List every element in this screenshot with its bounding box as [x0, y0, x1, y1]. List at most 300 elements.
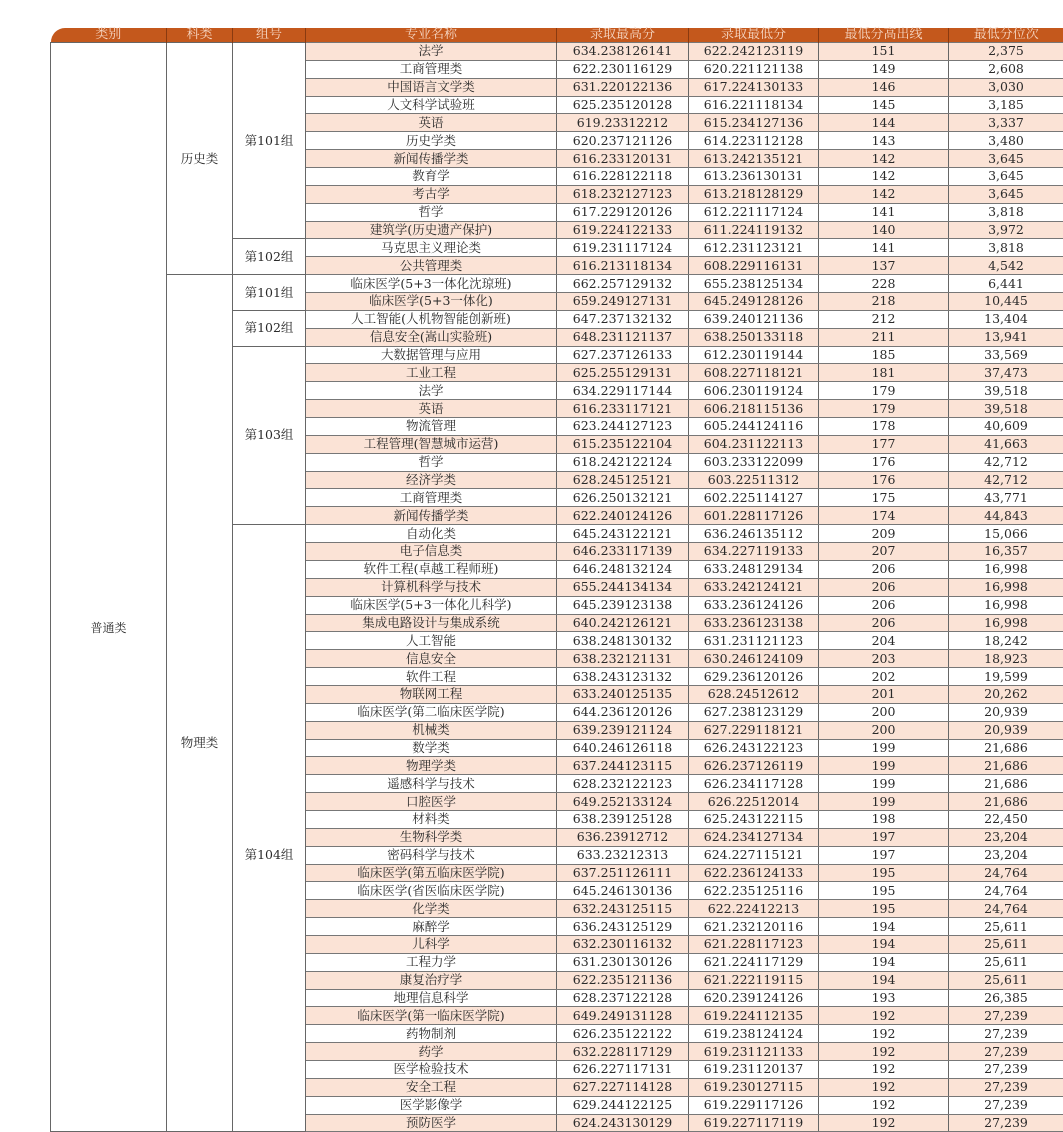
min-score: 619.227117119 [689, 1114, 819, 1132]
min-score: 622.236124133 [689, 864, 819, 882]
above-line: 212 [819, 310, 949, 328]
min-rank: 2,375 [949, 43, 1063, 61]
above-line: 141 [819, 239, 949, 257]
max-score: 639.239121124 [557, 721, 689, 739]
above-line: 197 [819, 846, 949, 864]
max-score: 626.250132121 [557, 489, 689, 507]
above-line: 194 [819, 971, 949, 989]
above-line: 137 [819, 257, 949, 275]
above-line: 204 [819, 632, 949, 650]
above-line: 143 [819, 132, 949, 150]
major-name: 新闻传播学类 [306, 507, 557, 525]
max-score: 619.224122133 [557, 221, 689, 239]
max-score: 634.229117144 [557, 382, 689, 400]
max-score: 640.242126121 [557, 614, 689, 632]
header-max-score: 录取最高分 [557, 28, 689, 43]
major-name: 大数据管理与应用 [306, 346, 557, 364]
above-line: 141 [819, 203, 949, 221]
max-score: 633.23212313 [557, 846, 689, 864]
min-score: 619.238124124 [689, 1025, 819, 1043]
min-rank: 16,998 [949, 560, 1063, 578]
above-line: 195 [819, 882, 949, 900]
min-rank: 42,712 [949, 471, 1063, 489]
min-rank: 18,923 [949, 650, 1063, 668]
min-score: 613.236130131 [689, 168, 819, 186]
above-line: 206 [819, 560, 949, 578]
min-score: 621.224117129 [689, 953, 819, 971]
max-score: 619.23312212 [557, 114, 689, 132]
min-score: 626.243122123 [689, 739, 819, 757]
major-name: 材料类 [306, 810, 557, 828]
min-score: 611.224119132 [689, 221, 819, 239]
max-score: 633.240125135 [557, 685, 689, 703]
min-rank: 26,385 [949, 989, 1063, 1007]
max-score: 646.233117139 [557, 543, 689, 561]
major-name: 工商管理类 [306, 60, 557, 78]
admission-score-table [50, 28, 1063, 1132]
min-score: 604.231122113 [689, 435, 819, 453]
min-score: 619.230127115 [689, 1078, 819, 1096]
major-name: 康复治疗学 [306, 971, 557, 989]
min-score: 634.227119133 [689, 543, 819, 561]
min-rank: 22,450 [949, 810, 1063, 828]
min-score: 617.224130133 [689, 78, 819, 96]
min-score: 626.234117128 [689, 775, 819, 793]
above-line: 174 [819, 507, 949, 525]
group-cell: 第101组 [233, 43, 306, 239]
major-name: 英语 [306, 400, 557, 418]
major-name: 生物科学类 [306, 828, 557, 846]
max-score: 628.237122128 [557, 989, 689, 1007]
max-score: 616.233120131 [557, 150, 689, 168]
min-score: 645.249128126 [689, 293, 819, 311]
min-rank: 21,686 [949, 793, 1063, 811]
min-score: 606.218115136 [689, 400, 819, 418]
min-rank: 39,518 [949, 400, 1063, 418]
major-name: 公共管理类 [306, 257, 557, 275]
min-score: 603.22511312 [689, 471, 819, 489]
max-score: 649.252133124 [557, 793, 689, 811]
max-score: 627.237126133 [557, 346, 689, 364]
major-name: 临床医学(第二临床医学院) [306, 703, 557, 721]
max-score: 646.248132124 [557, 560, 689, 578]
max-score: 628.245125121 [557, 471, 689, 489]
major-name: 哲学 [306, 203, 557, 221]
min-rank: 27,239 [949, 1060, 1063, 1078]
above-line: 203 [819, 650, 949, 668]
max-score: 632.228117129 [557, 1043, 689, 1061]
above-line: 206 [819, 614, 949, 632]
above-line: 218 [819, 293, 949, 311]
major-name: 临床医学(5+3一体化) [306, 293, 557, 311]
max-score: 631.230130126 [557, 953, 689, 971]
above-line: 199 [819, 775, 949, 793]
min-score: 633.248129134 [689, 560, 819, 578]
major-name: 物流管理 [306, 418, 557, 436]
min-rank: 27,239 [949, 1025, 1063, 1043]
max-score: 625.255129131 [557, 364, 689, 382]
max-score: 636.23912712 [557, 828, 689, 846]
min-rank: 13,941 [949, 328, 1063, 346]
above-line: 177 [819, 435, 949, 453]
above-line: 209 [819, 525, 949, 543]
major-name: 药学 [306, 1043, 557, 1061]
max-score: 624.243130129 [557, 1114, 689, 1132]
max-score: 636.243125129 [557, 918, 689, 936]
min-score: 615.234127136 [689, 114, 819, 132]
major-name: 医学检验技术 [306, 1060, 557, 1078]
above-line: 176 [819, 453, 949, 471]
min-rank: 21,686 [949, 739, 1063, 757]
min-rank: 43,771 [949, 489, 1063, 507]
major-name: 教育学 [306, 168, 557, 186]
min-score: 614.223112128 [689, 132, 819, 150]
group-cell: 第102组 [233, 310, 306, 346]
min-rank: 25,611 [949, 918, 1063, 936]
min-rank: 16,357 [949, 543, 1063, 561]
min-rank: 3,645 [949, 150, 1063, 168]
min-score: 605.244124116 [689, 418, 819, 436]
min-score: 621.228117123 [689, 935, 819, 953]
major-name: 医学影像学 [306, 1096, 557, 1114]
min-rank: 20,939 [949, 703, 1063, 721]
major-name: 信息安全 [306, 650, 557, 668]
min-rank: 2,608 [949, 60, 1063, 78]
min-score: 619.231121133 [689, 1043, 819, 1061]
max-score: 659.249127131 [557, 293, 689, 311]
max-score: 638.248130132 [557, 632, 689, 650]
above-line: 192 [819, 1043, 949, 1061]
major-name: 英语 [306, 114, 557, 132]
header-min-score: 录取最低分 [689, 28, 819, 43]
min-rank: 23,204 [949, 828, 1063, 846]
major-name: 新闻传播学类 [306, 150, 557, 168]
max-score: 645.239123138 [557, 596, 689, 614]
major-name: 机械类 [306, 721, 557, 739]
major-name: 物联网工程 [306, 685, 557, 703]
above-line: 195 [819, 900, 949, 918]
min-score: 631.231121123 [689, 632, 819, 650]
min-score: 608.229116131 [689, 257, 819, 275]
major-name: 工业工程 [306, 364, 557, 382]
major-name: 历史学类 [306, 132, 557, 150]
min-score: 626.237126119 [689, 757, 819, 775]
major-name: 计算机科学与技术 [306, 578, 557, 596]
min-rank: 24,764 [949, 864, 1063, 882]
above-line: 228 [819, 275, 949, 293]
group-cell: 第103组 [233, 346, 306, 525]
min-rank: 21,686 [949, 757, 1063, 775]
major-name: 预防医学 [306, 1114, 557, 1132]
min-score: 608.227118121 [689, 364, 819, 382]
major-name: 儿科学 [306, 935, 557, 953]
above-line: 195 [819, 864, 949, 882]
major-name: 药物制剂 [306, 1025, 557, 1043]
min-rank: 44,843 [949, 507, 1063, 525]
above-line: 193 [819, 989, 949, 1007]
major-name: 人工智能 [306, 632, 557, 650]
above-line: 201 [819, 685, 949, 703]
min-score: 633.242124121 [689, 578, 819, 596]
table-body [51, 43, 1063, 1132]
max-score: 637.244123115 [557, 757, 689, 775]
min-score: 622.235125116 [689, 882, 819, 900]
above-line: 185 [819, 346, 949, 364]
above-line: 211 [819, 328, 949, 346]
min-rank: 10,445 [949, 293, 1063, 311]
above-line: 199 [819, 739, 949, 757]
min-rank: 16,998 [949, 614, 1063, 632]
major-name: 临床医学(第五临床医学院) [306, 864, 557, 882]
max-score: 645.243122121 [557, 525, 689, 543]
max-score: 616.213118134 [557, 257, 689, 275]
major-name: 麻醉学 [306, 918, 557, 936]
major-name: 临床医学(5+3一体化儿科学) [306, 596, 557, 614]
max-score: 623.244127123 [557, 418, 689, 436]
min-score: 630.246124109 [689, 650, 819, 668]
min-score: 622.242123119 [689, 43, 819, 61]
above-line: 146 [819, 78, 949, 96]
above-line: 200 [819, 703, 949, 721]
max-score: 616.233117121 [557, 400, 689, 418]
min-rank: 6,441 [949, 275, 1063, 293]
above-line: 140 [819, 221, 949, 239]
max-score: 626.227117131 [557, 1060, 689, 1078]
min-score: 619.229117126 [689, 1096, 819, 1114]
max-score: 616.228122118 [557, 168, 689, 186]
major-name: 哲学 [306, 453, 557, 471]
max-score: 628.232122123 [557, 775, 689, 793]
min-rank: 41,663 [949, 435, 1063, 453]
max-score: 619.231117124 [557, 239, 689, 257]
min-rank: 3,972 [949, 221, 1063, 239]
above-line: 178 [819, 418, 949, 436]
above-line: 181 [819, 364, 949, 382]
above-line: 149 [819, 60, 949, 78]
above-line: 192 [819, 1060, 949, 1078]
major-name: 建筑学(历史遗产保护) [306, 221, 557, 239]
max-score: 618.242122124 [557, 453, 689, 471]
min-rank: 3,818 [949, 203, 1063, 221]
min-score: 625.243122115 [689, 810, 819, 828]
min-score: 633.236124126 [689, 596, 819, 614]
min-rank: 27,239 [949, 1096, 1063, 1114]
major-name: 马克思主义理论类 [306, 239, 557, 257]
max-score: 634.238126141 [557, 43, 689, 61]
major-name: 数学类 [306, 739, 557, 757]
major-name: 经济学类 [306, 471, 557, 489]
max-score: 620.237121126 [557, 132, 689, 150]
min-rank: 3,030 [949, 78, 1063, 96]
major-name: 化学类 [306, 900, 557, 918]
category-cell: 普通类 [51, 43, 167, 1132]
major-name: 物理学类 [306, 757, 557, 775]
min-rank: 24,764 [949, 900, 1063, 918]
above-line: 142 [819, 168, 949, 186]
above-line: 199 [819, 757, 949, 775]
above-line: 198 [819, 810, 949, 828]
table-row [51, 275, 1063, 293]
header-min-rank: 最低分位次 [949, 28, 1063, 43]
above-line: 192 [819, 1114, 949, 1132]
min-score: 612.230119144 [689, 346, 819, 364]
max-score: 638.243123132 [557, 668, 689, 686]
major-name: 法学 [306, 382, 557, 400]
min-rank: 20,262 [949, 685, 1063, 703]
min-score: 627.229118121 [689, 721, 819, 739]
max-score: 617.229120126 [557, 203, 689, 221]
min-rank: 19,599 [949, 668, 1063, 686]
min-score: 620.239124126 [689, 989, 819, 1007]
group-cell: 第102组 [233, 239, 306, 275]
min-score: 621.232120116 [689, 918, 819, 936]
major-name: 安全工程 [306, 1078, 557, 1096]
above-line: 192 [819, 1025, 949, 1043]
max-score: 622.235121136 [557, 971, 689, 989]
above-line: 179 [819, 400, 949, 418]
subject-cell: 历史类 [167, 43, 233, 275]
table-row [51, 43, 1063, 61]
min-score: 626.22512014 [689, 793, 819, 811]
max-score: 638.239125128 [557, 810, 689, 828]
major-name: 临床医学(第一临床医学院) [306, 1007, 557, 1025]
min-score: 633.236123138 [689, 614, 819, 632]
min-rank: 37,473 [949, 364, 1063, 382]
major-name: 考古学 [306, 185, 557, 203]
min-score: 603.233122099 [689, 453, 819, 471]
above-line: 206 [819, 596, 949, 614]
above-line: 197 [819, 828, 949, 846]
major-name: 遥感科学与技术 [306, 775, 557, 793]
major-name: 工程力学 [306, 953, 557, 971]
max-score: 638.232121131 [557, 650, 689, 668]
max-score: 647.237132132 [557, 310, 689, 328]
max-score: 644.236120126 [557, 703, 689, 721]
min-score: 619.224112135 [689, 1007, 819, 1025]
min-rank: 40,609 [949, 418, 1063, 436]
above-line: 145 [819, 96, 949, 114]
major-name: 人文科学试验班 [306, 96, 557, 114]
min-rank: 16,998 [949, 578, 1063, 596]
min-score: 601.228117126 [689, 507, 819, 525]
major-name: 密码科学与技术 [306, 846, 557, 864]
above-line: 175 [819, 489, 949, 507]
above-line: 194 [819, 953, 949, 971]
min-score: 612.221117124 [689, 203, 819, 221]
min-score: 613.218128129 [689, 185, 819, 203]
above-line: 194 [819, 918, 949, 936]
major-name: 软件工程 [306, 668, 557, 686]
min-rank: 24,764 [949, 882, 1063, 900]
min-rank: 18,242 [949, 632, 1063, 650]
max-score: 645.246130136 [557, 882, 689, 900]
min-score: 616.221118134 [689, 96, 819, 114]
above-line: 207 [819, 543, 949, 561]
above-line: 144 [819, 114, 949, 132]
major-name: 中国语言文学类 [306, 78, 557, 96]
max-score: 649.249131128 [557, 1007, 689, 1025]
max-score: 648.231121137 [557, 328, 689, 346]
min-score: 639.240121136 [689, 310, 819, 328]
above-line: 179 [819, 382, 949, 400]
major-name: 口腔医学 [306, 793, 557, 811]
above-line: 202 [819, 668, 949, 686]
min-score: 627.238123129 [689, 703, 819, 721]
group-cell: 第101组 [233, 275, 306, 311]
above-line: 192 [819, 1096, 949, 1114]
above-line: 199 [819, 793, 949, 811]
major-name: 人工智能(人机物智能创新班) [306, 310, 557, 328]
min-score: 629.236120126 [689, 668, 819, 686]
max-score: 615.235122104 [557, 435, 689, 453]
major-name: 集成电路设计与集成系统 [306, 614, 557, 632]
max-score: 625.235120128 [557, 96, 689, 114]
min-rank: 39,518 [949, 382, 1063, 400]
major-name: 电子信息类 [306, 543, 557, 561]
major-name: 工程管理(智慧城市运营) [306, 435, 557, 453]
min-rank: 21,686 [949, 775, 1063, 793]
major-name: 自动化类 [306, 525, 557, 543]
min-score: 621.222119115 [689, 971, 819, 989]
above-line: 206 [819, 578, 949, 596]
min-score: 620.221121138 [689, 60, 819, 78]
min-rank: 27,239 [949, 1078, 1063, 1096]
min-rank: 25,611 [949, 935, 1063, 953]
min-rank: 3,185 [949, 96, 1063, 114]
min-rank: 13,404 [949, 310, 1063, 328]
min-score: 655.238125134 [689, 275, 819, 293]
max-score: 626.235122122 [557, 1025, 689, 1043]
min-rank: 3,645 [949, 185, 1063, 203]
header-subject: 科类 [167, 28, 233, 43]
min-rank: 25,611 [949, 953, 1063, 971]
max-score: 631.220122136 [557, 78, 689, 96]
header-category: 类别 [51, 28, 167, 43]
above-line: 192 [819, 1007, 949, 1025]
min-rank: 3,480 [949, 132, 1063, 150]
min-score: 613.242135121 [689, 150, 819, 168]
max-score: 640.246126118 [557, 739, 689, 757]
min-rank: 3,645 [949, 168, 1063, 186]
major-name: 临床医学(省医临床医学院) [306, 882, 557, 900]
table-header-row [51, 28, 1063, 43]
min-score: 624.234127134 [689, 828, 819, 846]
min-score: 636.246135112 [689, 525, 819, 543]
major-name: 临床医学(5+3一体化沈琼班) [306, 275, 557, 293]
min-rank: 27,239 [949, 1007, 1063, 1025]
above-line: 200 [819, 721, 949, 739]
min-score: 606.230119124 [689, 382, 819, 400]
min-score: 622.22412213 [689, 900, 819, 918]
subject-cell: 物理类 [167, 275, 233, 1132]
min-rank: 4,542 [949, 257, 1063, 275]
major-name: 法学 [306, 43, 557, 61]
max-score: 662.257129132 [557, 275, 689, 293]
major-name: 信息安全(嵩山实验班) [306, 328, 557, 346]
max-score: 622.240124126 [557, 507, 689, 525]
min-score: 602.225114127 [689, 489, 819, 507]
min-rank: 3,337 [949, 114, 1063, 132]
max-score: 655.244134134 [557, 578, 689, 596]
min-rank: 33,569 [949, 346, 1063, 364]
above-line: 151 [819, 43, 949, 61]
min-score: 638.250133118 [689, 328, 819, 346]
max-score: 632.243125115 [557, 900, 689, 918]
min-rank: 27,239 [949, 1114, 1063, 1132]
min-score: 628.24512612 [689, 685, 819, 703]
max-score: 618.232127123 [557, 185, 689, 203]
min-rank: 42,712 [949, 453, 1063, 471]
